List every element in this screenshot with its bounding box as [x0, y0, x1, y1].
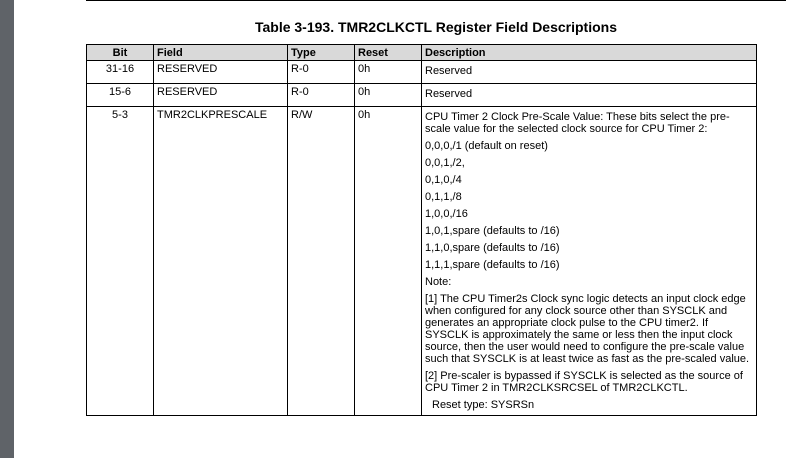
register-field-table [86, 44, 757, 416]
table-title: Table 3-193. TMR2CLKCTL Register Field Descriptions [254, 19, 617, 35]
header-bit: Bit [87, 45, 154, 61]
cell-field: RESERVED [154, 61, 288, 84]
cell-bit: 5-3 [87, 107, 154, 416]
note-label: Note: [425, 276, 452, 288]
prescale-setting: 0,0,0,/1 (default on reset) [425, 140, 548, 152]
cell-reset: 0h [355, 61, 422, 84]
note-paragraph-1: [1] The CPU Timer2s Clock sync logic detects an input clock edge when configured for any clock source other than SYSCLK and generates an appropriate clock pulse to the CPU timer2. If SYSCLK is approximately the same or less then the input clock source, then the user would need to configure the pre-scale value such that SYSCLK is at least twice as fast as the pre-scaled value. [425, 293, 750, 365]
header-description: Description [422, 45, 757, 61]
cell-type: R-0 [288, 84, 355, 107]
viewer-left-gutter [0, 0, 14, 458]
prescale-setting: 1,1,1,spare (defaults to /16) [425, 259, 560, 271]
cell-reset: 0h [355, 107, 422, 416]
note-paragraph-2: [2] Pre-scaler is bypassed if SYSCLK is selected as the source of CPU Timer 2 in TMR2CLKSRCSEL of TMR2CLKCTL. [425, 370, 743, 394]
reset-type: Reset type: SYSRSn [432, 399, 535, 411]
page-top-rule [86, 0, 786, 1]
table-row [87, 84, 757, 107]
cell-description: Reserved [422, 61, 757, 84]
prescale-setting: 0,1,0,/4 [425, 174, 462, 186]
table-row [87, 61, 757, 84]
cell-reset: 0h [355, 84, 422, 107]
cell-bit: 15-6 [87, 84, 154, 107]
cell-field: TMR2CLKPRESCALE [154, 107, 288, 416]
cell-bit: 31-16 [87, 61, 154, 84]
cell-field: RESERVED [154, 84, 288, 107]
cell-type: R/W [288, 107, 355, 416]
cell-type: R-0 [288, 61, 355, 84]
table-header-row [87, 45, 757, 61]
prescale-setting: 1,1,0,spare (defaults to /16) [425, 242, 560, 254]
cell-description [422, 107, 757, 416]
header-type: Type [288, 45, 355, 61]
prescale-setting: 1,0,0,/16 [425, 208, 468, 220]
header-field: Field [154, 45, 288, 61]
prescale-setting: 1,0,1,spare (defaults to /16) [425, 225, 560, 237]
prescale-setting: 0,1,1,/8 [425, 191, 462, 203]
cell-description: Reserved [422, 84, 757, 107]
header-reset: Reset [355, 45, 422, 61]
prescale-setting: 0,0,1,/2, [425, 157, 465, 169]
description-intro: CPU Timer 2 Clock Pre-Scale Value: These bits select the pre-scale value for the selected clock source for CPU Timer 2: [425, 111, 730, 135]
table-row [87, 107, 757, 416]
